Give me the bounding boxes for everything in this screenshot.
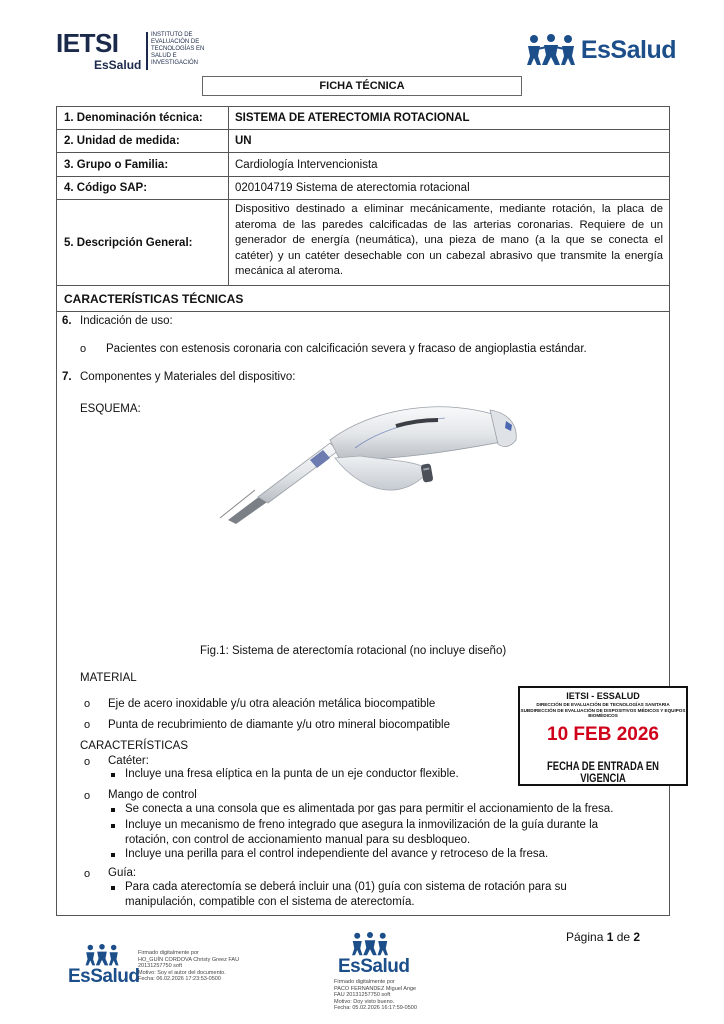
caracteristicas-heading: CARACTERÍSTICAS xyxy=(80,740,188,752)
page-header xyxy=(56,26,676,74)
guia-item-continued: manipulación, compatible con el sistema de aterectomía. xyxy=(125,896,415,908)
bullet-circle-icon: o xyxy=(84,698,91,710)
item-6-number: 6. xyxy=(62,315,72,327)
material-heading: MATERIAL xyxy=(80,672,137,684)
mango-item: Incluye un mecanismo de freno integrado que asegura la inmovilización de la guía durante la xyxy=(125,819,599,831)
row-value: Cardiología Intervencionista xyxy=(235,158,378,171)
bullet-square-icon xyxy=(111,808,115,812)
row-label: 5. Descripción General: xyxy=(57,200,229,285)
row-value: SISTEMA DE ATERECTOMIA ROTACIONAL xyxy=(235,112,470,124)
ietsi-divider xyxy=(146,32,148,70)
stamp-date: 10 FEB 2026 xyxy=(547,724,659,745)
material-item: Eje de acero inoxidable y/u otra aleación metálica biocompatible xyxy=(108,698,436,710)
bullet-circle-icon: o xyxy=(84,790,91,802)
mango-item: Incluye una perilla para el control independiente del avance y retroceso de la fresa. xyxy=(125,848,549,860)
signature-2-logo-word: EsSalud xyxy=(338,956,410,977)
row-value: Dispositivo destinado a eliminar mecánicamente, mediante rotación, la placa de ateroma de las paredes calcificadas de las arterias coronarias. Requiere de un generador de energía (neumática), una pieza de mano (a la que se conecta el catéter) y un catéter desechable con un cabezal abrasivo que transmite la energía mecánica al ateroma. xyxy=(235,203,663,277)
row-label: 4. Código SAP: xyxy=(57,177,229,199)
ietsi-logo-word: IETSI xyxy=(56,28,119,58)
row-value: UN xyxy=(235,135,252,147)
item-7-number: 7. xyxy=(62,371,72,383)
row-label: 2. Unidad de medida: xyxy=(57,130,229,152)
signature-1-logo-word: EsSalud xyxy=(68,966,140,987)
material-item: Punta de recubrimiento de diamante y/u otro mineral biocompatible xyxy=(108,719,450,731)
digital-signature-1 xyxy=(68,944,268,994)
group-title-cateter: Catéter: xyxy=(108,755,149,767)
ietsi-logo xyxy=(56,28,206,72)
page-number: Página 1 de 2 xyxy=(566,930,641,944)
family-figures-icon xyxy=(82,944,122,966)
essalud-logo-word: EsSalud xyxy=(580,35,676,64)
stamp-title: IETSI - ESSALUD xyxy=(566,691,640,701)
bullet-square-icon xyxy=(111,853,115,857)
group-title-guia: Guía: xyxy=(108,867,137,879)
signature-1-text: Firmado digitalmente por HO_GUÍN CORDOVA Christy Greez FAU 20131257750 soft Motivo: Soy el autor del documento. Fecha: 06.02.2026 17:23:53-0500 xyxy=(138,950,240,983)
row-descripcion xyxy=(57,200,669,286)
row-grupo xyxy=(57,153,669,177)
document-title: FICHA TÉCNICA xyxy=(202,76,522,96)
rotational-atherectomy-device-illustration xyxy=(160,300,530,530)
stamp-subtitle: DIRECCIÓN DE EVALUACIÓN DE TECNOLOGÍAS SANITARIA SUBDIRECCIÓN DE EVALUACIÓN DE DISPOSITIVOS MÉDICOS Y EQUIPOS BIOMÉDICOS xyxy=(520,702,686,718)
esquema-label: ESQUEMA: xyxy=(80,403,141,415)
group-title-mango: Mango de control xyxy=(108,789,197,801)
mango-item-continued: rotación, con control de accionamiento manual para su desbloqueo. xyxy=(125,834,471,846)
cateter-item: Incluye una fresa elíptica en la punta de un eje conductor flexible. xyxy=(125,768,459,780)
bullet-circle-icon: o xyxy=(80,343,87,355)
bullet-square-icon xyxy=(111,824,115,828)
row-label: 3. Grupo o Familia: xyxy=(57,153,229,176)
row-codigo-sap xyxy=(57,177,669,200)
row-value: 020104719 Sistema de aterectomia rotacional xyxy=(235,182,470,194)
row-unidad xyxy=(57,130,669,153)
bullet-circle-icon: o xyxy=(84,756,91,768)
bullet-square-icon xyxy=(111,773,115,777)
figure-caption: Fig.1: Sistema de aterectomía rotacional (no incluye diseño) xyxy=(200,645,507,657)
ietsi-logo-sub: EsSalud xyxy=(94,58,142,72)
family-figures-icon xyxy=(525,34,577,66)
family-figures-icon xyxy=(350,932,390,956)
item-7-title: Componentes y Materiales del dispositivo: xyxy=(80,371,296,383)
section-title: CARACTERÍSTICAS TÉCNICAS xyxy=(64,292,244,306)
essalud-logo xyxy=(525,32,676,68)
bullet-square-icon xyxy=(111,886,115,890)
validity-stamp xyxy=(518,686,688,786)
bullet-circle-icon: o xyxy=(84,719,91,731)
item-6-title: Indicación de uso: xyxy=(80,315,173,327)
digital-signature-2 xyxy=(334,932,484,1017)
stamp-footer: FECHA DE ENTRADA EN VIGENCIA xyxy=(547,761,659,785)
signature-2-text: Firmado digitalmente por PACO FERNANDEZ Miguel Ange FAU 20131257750 soft Motivo: Doy visto bueno. Fecha: 05.02.2026 16:17:59-0500 xyxy=(334,979,417,1012)
guia-item: Para cada aterectomía se deberá incluir una (01) guía con sistema de rotación para su xyxy=(125,881,567,893)
row-denominacion xyxy=(57,107,669,130)
bullet-circle-icon: o xyxy=(84,868,91,880)
mango-item: Se conecta a una consola que es alimentada por gas para permitir el accionamiento de la fresa. xyxy=(125,803,614,815)
item-6-bullet: Pacientes con estenosis coronaria con calcificación severa y fracaso de angioplastia estándar. xyxy=(106,343,587,355)
row-label: 1. Denominación técnica: xyxy=(57,107,229,129)
ietsi-institute-text: INSTITUTO DE EVALUACIÓN DE TECNOLOGÍAS EN SALUD E INVESTIGACIÓN xyxy=(151,32,205,66)
